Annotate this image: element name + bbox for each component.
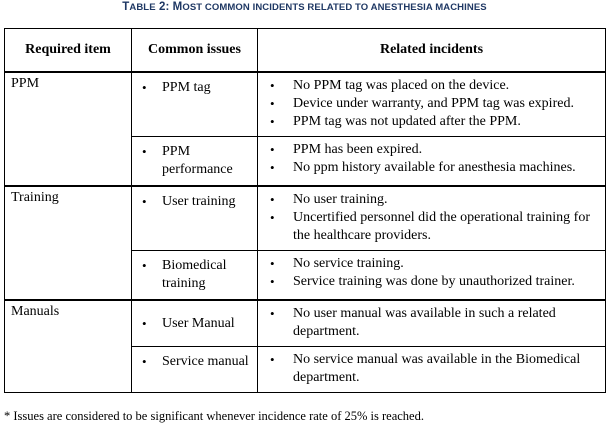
table-row — [5, 186, 606, 251]
bullet-icon: • — [270, 114, 275, 129]
incident-list — [264, 73, 599, 136]
bullet-icon: • — [142, 80, 147, 95]
list-item — [264, 305, 595, 341]
bullet-icon: • — [270, 352, 275, 367]
required-item-manuals: Manuals — [5, 300, 132, 347]
table-header-row — [5, 29, 606, 73]
incident-text: PPM tag was not updated after the PPM. — [293, 114, 521, 129]
list-item — [264, 273, 595, 291]
table-row — [5, 72, 606, 137]
incidents-biomedical-training — [258, 251, 606, 301]
bullet-icon: • — [270, 306, 275, 321]
incident-text: No user manual was available in such a related department. — [293, 306, 556, 339]
incident-text: Device under warranty, and PPM tag was expired. — [293, 96, 574, 111]
list-item — [264, 95, 595, 113]
incident-text: No service training. — [293, 256, 404, 271]
table-row — [5, 137, 606, 187]
bullet-icon: • — [142, 258, 147, 273]
incident-list — [264, 347, 599, 392]
issue-user-manual: • User Manual — [132, 300, 258, 347]
required-item-training-cont — [5, 251, 132, 301]
bullet-icon: • — [142, 315, 147, 331]
incident-text: PPM has been expired. — [293, 142, 423, 157]
issue-ppm-tag: • PPM tag — [132, 72, 258, 137]
required-item-ppm: PPM — [5, 72, 132, 137]
incidents-service-manual — [258, 347, 606, 393]
list-item — [264, 209, 595, 245]
list-item — [264, 191, 595, 209]
incident-list — [264, 137, 599, 182]
header-common-issues: Common issues — [132, 29, 258, 73]
issue-service-manual: • Service manual — [132, 347, 258, 393]
incident-text: No user training. — [293, 192, 388, 207]
incident-list — [264, 251, 599, 296]
incident-text: No service manual was available in the Biomedical department. — [293, 352, 581, 385]
list-item — [264, 255, 595, 273]
table-caption: TABLE 2: MOST COMMON INCIDENTS RELATED TO ANESTHESIA MACHINES — [122, 1, 487, 13]
header-related-incidents: Related incidents — [258, 29, 606, 73]
incident-list — [264, 187, 599, 250]
table-row — [5, 347, 606, 393]
list-item — [264, 141, 595, 159]
issue-ppm-performance: • PPM performance — [132, 137, 258, 187]
incidents-ppm-tag — [258, 72, 606, 137]
list-item — [264, 77, 595, 95]
list-item — [264, 159, 595, 177]
incident-text: No ppm history available for anesthesia machines. — [293, 160, 576, 175]
bullet-icon: • — [142, 194, 147, 209]
bullet-icon: • — [270, 78, 275, 93]
issue-biomedical-training: • Biomedical training — [132, 251, 258, 301]
table-row — [5, 251, 606, 301]
bullet-icon: • — [270, 210, 275, 225]
incidents-user-training — [258, 186, 606, 251]
incidents-ppm-performance — [258, 137, 606, 187]
list-item — [264, 113, 595, 131]
bullet-icon: • — [142, 354, 147, 369]
required-item-manuals-cont — [5, 347, 132, 393]
issue-user-training: • User training — [132, 186, 258, 251]
incidents-table — [4, 28, 606, 393]
header-required-item: Required item — [5, 29, 132, 73]
bullet-icon: • — [270, 142, 275, 157]
incident-text: Uncertified personnel did the operational training for the healthcare providers. — [293, 210, 591, 243]
bullet-icon: • — [270, 192, 275, 207]
table-footnote: * Issues are considered to be significant whenever incidence rate of 25% is reached. — [4, 409, 424, 423]
incident-text: Service training was done by unauthorized trainer. — [293, 274, 575, 289]
list-item — [264, 351, 595, 387]
incidents-user-manual — [258, 300, 606, 347]
required-item-ppm-cont — [5, 137, 132, 187]
bullet-icon: • — [142, 144, 147, 159]
bullet-icon: • — [270, 274, 275, 289]
required-item-training: Training — [5, 186, 132, 251]
table-row — [5, 300, 606, 347]
incident-list — [264, 301, 599, 346]
incident-text: No PPM tag was placed on the device. — [293, 78, 510, 93]
bullet-icon: • — [270, 160, 275, 175]
bullet-icon: • — [270, 256, 275, 271]
bullet-icon: • — [270, 96, 275, 111]
